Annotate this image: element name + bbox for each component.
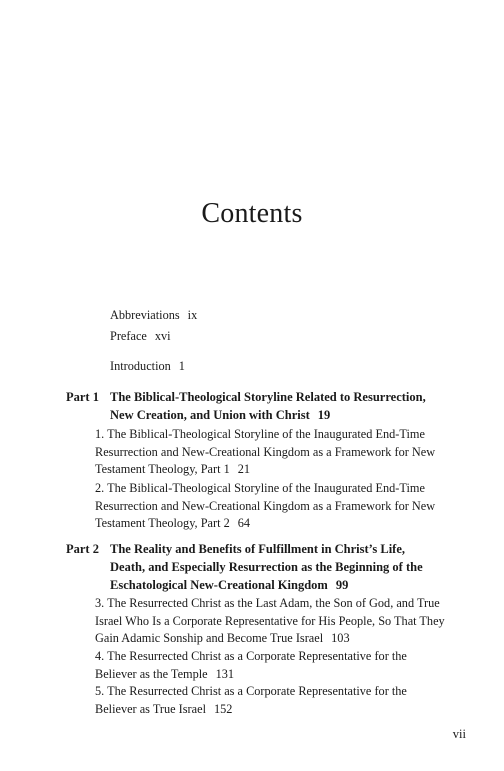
entry-page: 19 [317, 408, 331, 422]
toc-chapter [95, 595, 450, 648]
chapter-number: 4. [95, 649, 105, 663]
toc-entry-abbreviations [110, 308, 197, 323]
entry-page: ix [187, 308, 198, 322]
chapter-number: 5. [95, 684, 105, 698]
chapter-number: 1. [95, 427, 105, 441]
entry-page: 1 [178, 359, 185, 373]
toc-entry-introduction [110, 359, 185, 374]
part-label: Part 1 [66, 390, 99, 404]
toc-chapter [95, 480, 450, 533]
chapter-number: 2. [95, 481, 105, 495]
toc-chapter [95, 683, 450, 718]
toc-chapter [95, 648, 450, 683]
entry-label: Preface [110, 329, 147, 343]
entry-page: 152 [213, 701, 233, 716]
chapter-title: The Biblical-Theological Storyline of the Inaugurated End-Time Resurrection and New-Creational Kingdom as a Framework for New Testament Theology, Part 2 [95, 481, 436, 530]
part-label: Part 2 [66, 542, 99, 556]
entry-page: xvi [154, 329, 171, 343]
chapter-title: The Resurrected Christ as a Corporate Representative for the Believer as the Temple [95, 649, 407, 681]
part-title: The Biblical-Theological Storyline Related to Resurrection, New Creation, and Union with Christ 19 [110, 390, 426, 422]
chapter-title: The Biblical-Theological Storyline of the Inaugurated End-Time Resurrection and New-Creational Kingdom as a Framework for New Testament Theology, Part 1 [95, 427, 436, 476]
chapter-title: The Resurrected Christ as a Corporate Representative for the Believer as True Israel [95, 684, 407, 716]
toc-entry-preface [110, 329, 171, 344]
page-title: Contents [201, 198, 303, 229]
entry-page: 21 [237, 462, 251, 476]
entry-label: Introduction [110, 359, 171, 373]
entry-page: 99 [335, 578, 349, 592]
entry-label: Abbreviations [110, 308, 180, 322]
chapter-title: The Resurrected Christ as the Last Adam, the Son of God, and True Israel Who Is a Corporate Representative for His People, So That They Gain Adamic Sonship and Become True Israel [95, 596, 445, 645]
chapter-number: 3. [95, 596, 105, 610]
entry-page: 103 [331, 631, 350, 645]
entry-page: 64 [237, 516, 251, 530]
page-number: vii [452, 727, 466, 741]
entry-page: 131 [215, 666, 235, 681]
part-title: The Reality and Benefits of Fulfillment in Christ’s Life, Death, and Especially Resurrection as the Beginning of the Eschatological New-Creational Kingdom 99 [110, 542, 423, 592]
toc-chapter [95, 426, 450, 479]
